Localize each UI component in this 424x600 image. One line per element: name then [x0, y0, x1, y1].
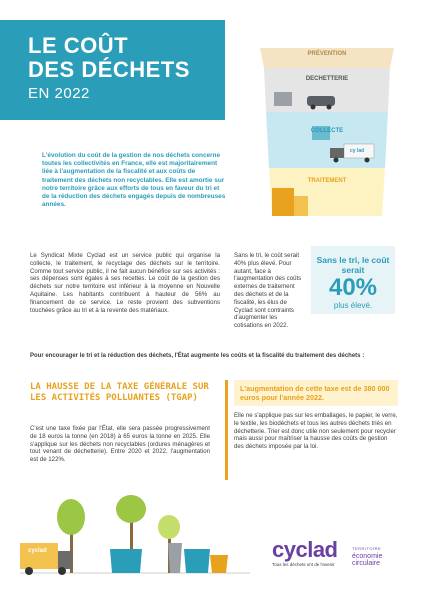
layer-label-collecte: COLLECTE [310, 128, 344, 134]
logo2-circulaire: circulaire [352, 560, 381, 567]
container-icon [210, 555, 228, 573]
tree-icon [116, 495, 146, 523]
tax-headline: L'augmentation de cette taxe est de 380 000 euros pour l'année 2022. [234, 380, 398, 406]
building-icon [272, 188, 294, 216]
tax-box [225, 380, 398, 480]
body-paragraph-sorting: Sans le tri, le coût serait 40% plus élevé. Pour autant, face à l'augmentation des coûts externes de traitement des déchets et de la fiscalité, les élus de Cyclad sont contraints d'augmenter les cotisations en 2022. [234, 252, 302, 330]
tree-icon [158, 515, 180, 539]
logo2-territoire: TERRITOIRE [352, 546, 382, 551]
footer-illustration [20, 495, 250, 580]
car-icon [307, 96, 335, 106]
truck-label: cy lad [350, 148, 365, 154]
cyclad-logo [272, 537, 338, 567]
page-subtitle: EN 2022 [28, 85, 90, 102]
bin-graphic [252, 40, 402, 240]
tgap-title: LA HAUSSE DE LA TAXE GÉNÉRALE SUR LES ACTIVITÉS POLLUANTES (TGAP) [30, 382, 209, 403]
container-icon [168, 543, 182, 573]
layer-label-dechetterie: DECHETTERIE [305, 76, 349, 82]
highlight-box [311, 246, 395, 314]
cyclad-tagline: Tous les déchets ont de l'avenir [272, 562, 335, 567]
tgap-paragraph: C'est une taxe fixée par l'État, elle sera passée progressivement de 18 euros la tonne (en 2018) à 65 euros la tonne en 2025. Elle s'applique sur les déchets non recyclables (ordures ménagères et tout venant de déchetterie). Entre 2020 et 2022, l'augmentation est de 122%. [30, 425, 210, 464]
container-icon [110, 549, 142, 573]
page-title-line2: DES DÉCHETS [28, 57, 190, 82]
logo2-economie: économie [352, 552, 383, 560]
container-icon [274, 92, 292, 106]
cyclad-logo-word: cyclad [272, 537, 338, 562]
highlight-percent: 40% [328, 274, 378, 301]
footer-graphic [20, 495, 250, 580]
container-icon [184, 549, 210, 573]
layer-label-prevention: PRÉVENTION [307, 51, 347, 57]
economie-circulaire-logo [352, 545, 382, 568]
title-block [0, 20, 225, 120]
highlight-text: Sans le tri, le coût serait [316, 255, 390, 275]
layer-label-traitement: TRAITEMENT [307, 178, 347, 184]
collection-truck-icon [20, 543, 58, 569]
tree-icon [57, 499, 85, 535]
truck-logo-label: cyclad [28, 548, 47, 554]
waste-bin-illustration [252, 40, 402, 240]
tax-paragraph: Elle ne s'applique pas sur les emballages, le papier, le verre, le textile, les biodéchets et tous les autres déchets triés en déchetterie. Trier est donc utile non seulement pour recycler mais aussi pour maîtriser la hausse des coûts de gestion des déchets imposée par la loi. [234, 412, 398, 451]
body-paragraph-cyclad: Le Syndicat Mixte Cyclad est un service public qui organise la collecte, le traitement, le recyclage des déchets sur le territoire. Comme tout service public, il ne fait aucun bénéfice sur ses activités : ses dépenses sont égales à ses recettes. Le coût de la gestion des déchets sur notre territoire est inférieur à la moyenne en Nouvelle Aquitaine. Les habitants contribuent à hauteur de 56% au financement de ce service. Le reste provient des subventions touchées grâce au tri et à la revente des matériaux. [30, 252, 220, 314]
highlight-tail: plus élevé. [333, 301, 373, 310]
page-title-line1: LE COÛT [28, 33, 129, 58]
intro-paragraph: L'évolution du coût de la gestion de nos déchets concerne toutes les collectivités en France, elle est majoritairement liée à l'augmentation de la fiscalité et aux coûts de traitement des déchets non recyclables. Elle est amortie sur notre territoire grâce aux efforts de tous en faveur du tri et de la réduction des déchets engagés depuis de nombreuses années. [42, 152, 226, 209]
section-intro: Pour encourager le tri et la réduction des déchets, l'État augmente les coûts et la fiscalité du traitement des déchets : [30, 353, 365, 359]
